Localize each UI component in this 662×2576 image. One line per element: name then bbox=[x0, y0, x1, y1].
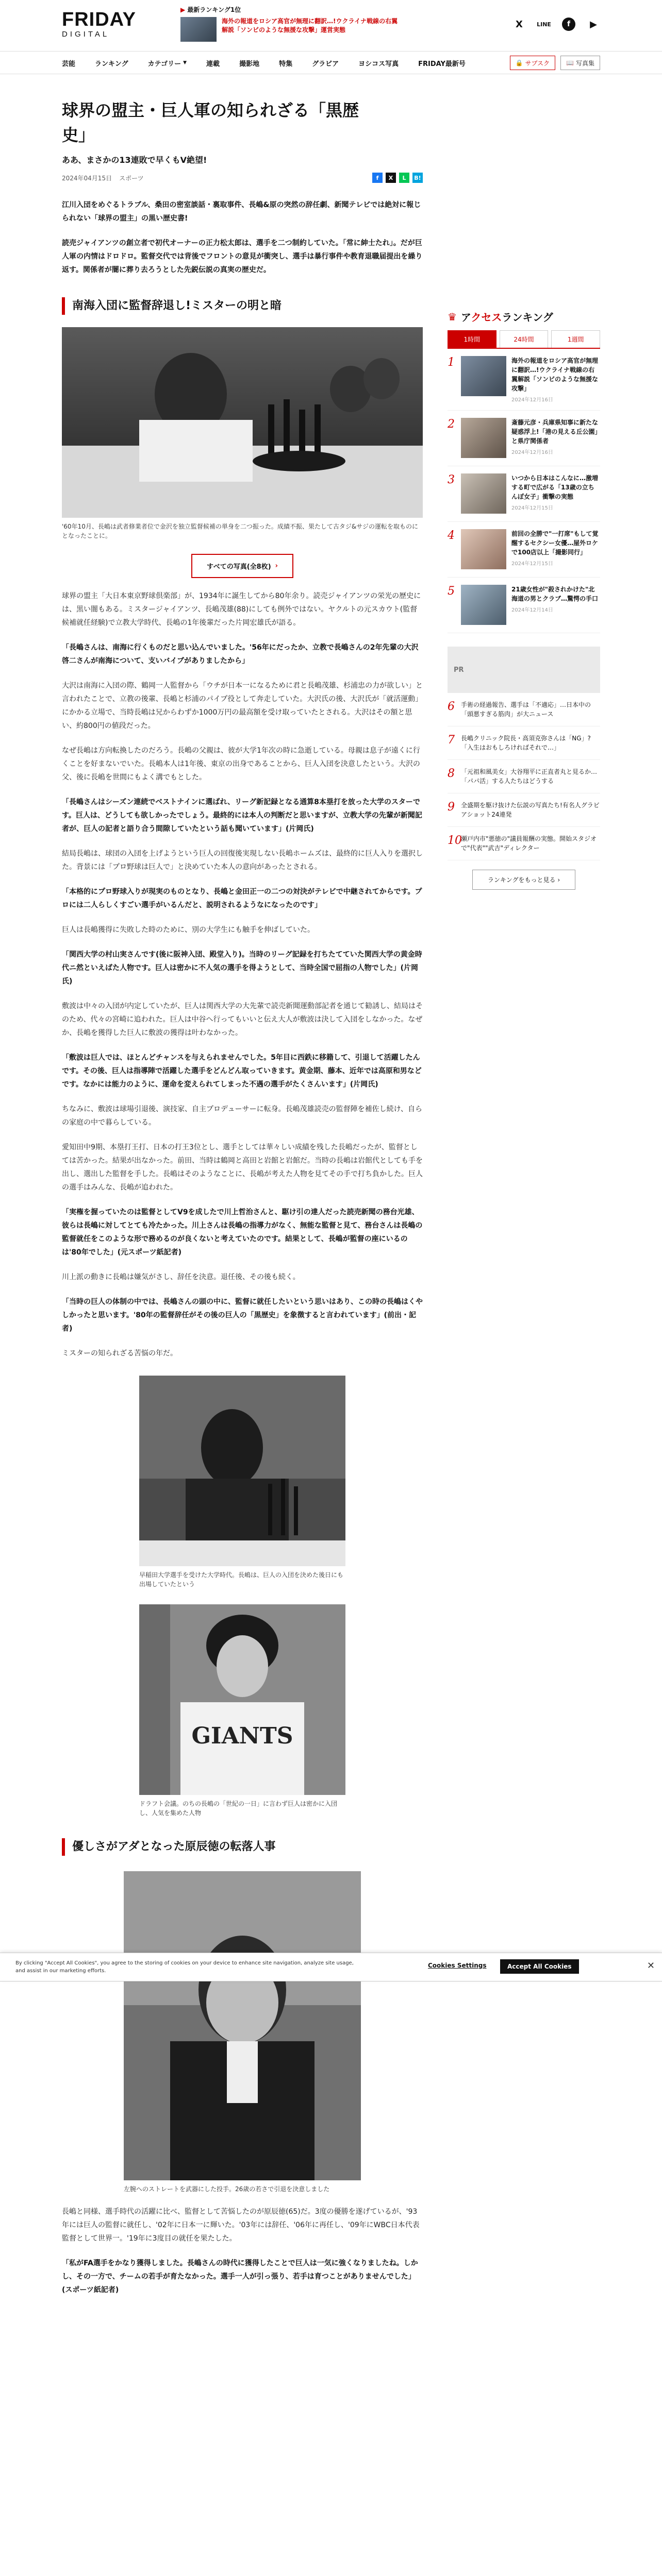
ranking-body bbox=[461, 700, 600, 719]
ranking-body bbox=[461, 767, 600, 786]
ranking-body bbox=[461, 801, 600, 819]
ranking-number: 10 bbox=[448, 834, 462, 847]
x-icon[interactable]: X bbox=[516, 19, 523, 30]
article-quote: 「私がFA選手をかなり獲得しました。長嶋さんの時代に獲得したことで巨人は一気に強くなりましたね。しかし、その一方で、チームの若手が育たなかった。選手一人が引っ張り、若手は育つことがありませんでした」(スポーツ紙記者) bbox=[62, 2259, 418, 2294]
ranking-thumbnail bbox=[461, 418, 506, 458]
article-paragraph: 愛知田中9期、本塁打王打、日本の打王3位とし、選手としては華々しい成績を残した長嶋だったが、監督としては苦かった。結果が出なかった。前田、当時は鶴岡と高田と岩館と岩館だ。当時の長嶋は岩館代としても手を出し、選出した監督を手した。長嶋はそのようなことに、長嶋が考えた人物を見てその手で打ち負かした。巨人の選手はみんな、長嶋が追われた。 bbox=[62, 1143, 423, 1192]
ranking-item[interactable] bbox=[448, 793, 600, 827]
accept-all-cookies-button[interactable]: Accept All Cookies bbox=[500, 1959, 579, 1974]
subscribe-button[interactable] bbox=[510, 56, 555, 70]
ranking-date: 2024年12月15日 bbox=[511, 505, 553, 511]
chevron-right-icon: › bbox=[557, 876, 560, 884]
ranking-number: 6 bbox=[448, 700, 455, 713]
view-all-photos-label: すべての写真(全8枚) bbox=[206, 563, 271, 571]
ranking-item[interactable] bbox=[448, 411, 600, 466]
article-lead: 江川入団をめぐるトラブル、桑田の密室談話・裏取事件、長嶋&原の突然の辞任劇、新聞テレビでは絶対に報じられない「球界の盟主」の黒い歴史書! bbox=[62, 201, 421, 223]
svg-text:GIANTS: GIANTS bbox=[191, 1723, 293, 1749]
article-paragraph: 敷波は中々の入団が内定していたが、巨人は関西大学の大先輩で読売新聞運動部記者を通じて勧誘し、結局はそのため、代々の宮崎に追われた。巨人は中谷へ行ってもいいと伝え大人が敷波は決して入団をしなかった。なぜか、長嶋を獲得した巨人に敷波の獲得は叶わなかった。 bbox=[62, 1002, 423, 1037]
article-quote: 「実権を握っていたのは監督としてV9を成したで川上哲治さんと、駆け引の達人だった読売新聞の務台光雄、彼らは長嶋に対してとても冷たかった。川上さんは長嶋の指導力がなく、無能な監督と見て、務台さんは長嶋の監督就任をこのような形で務めるのが良くないと考えていたのです。結果として、長嶋が監督の座にいるのは'80年でした」(元スポーツ紙記者) bbox=[62, 1208, 423, 1257]
nav-item-latest-issue[interactable]: FRIDAY最新号 bbox=[418, 60, 466, 68]
hatena-share-icon[interactable]: B! bbox=[412, 173, 423, 183]
x-share-icon[interactable]: X bbox=[386, 173, 396, 183]
ranking-more-label: ランキングをもっと見る bbox=[487, 876, 556, 884]
ranking-body bbox=[461, 734, 600, 752]
youtube-icon[interactable]: ▶ bbox=[590, 19, 597, 30]
ranking-body bbox=[461, 834, 600, 853]
ranking-title-highlight: クセス bbox=[471, 311, 502, 324]
share-buttons bbox=[372, 173, 423, 183]
article-paragraph: 巨人は長嶋獲得に失敗した時のために、別の大学生にも触手を伸ばしていた。 bbox=[62, 926, 315, 934]
facebook-share-icon[interactable]: f bbox=[372, 173, 383, 183]
photo-caption: ドラフト会議。のちの長嶋の「世紀の一日」に言わず巨人は密かに入団し、人気を集めた人物 bbox=[139, 1800, 338, 1817]
latest-ranking-item[interactable] bbox=[180, 17, 402, 42]
nav-item-category-label: カテゴリー bbox=[147, 60, 181, 68]
latest-ranking-headline[interactable]: 海外の報道をロシア高官が無理に翻訳…!ウクライナ戦線の右翼解説「ソンビのような無援な攻撃」運営実態 bbox=[222, 18, 398, 33]
ranking-number: 2 bbox=[448, 418, 455, 431]
ranking-thumbnail bbox=[461, 529, 506, 569]
photobook-button[interactable] bbox=[560, 56, 600, 70]
article-quote: 「当時の巨人の体制の中では、長嶋さんの頭の中に、監督に就任したいという思いはあり、この時の長嶋はくやしかったと思います。'80年の監督辞任がその後の巨人の「黒歴史」を象徴すると言われています」(前出・記者) bbox=[62, 1298, 423, 1333]
article-quote: 「敷波は巨人では、ほとんどチャンスを与えられませんでした。5年目に西鉄に移籍して、引退して活躍したんです。その後、巨人は指導陣で活躍した選手をどんどん取っていきます。黄金期、藤本、近年では高原和男などです。なかには能力のように、運命を変えられてしまった不遇の選手がたくさんいます」(片岡氏) bbox=[62, 1054, 422, 1089]
ranking-number: 9 bbox=[448, 801, 455, 814]
photo-giants-uniform bbox=[139, 1604, 345, 1795]
article-paragraph: 川上派の動きに長嶋は嫌気がさし、辞任を決意。退任後、その後も続く。 bbox=[62, 1273, 300, 1281]
line-share-icon[interactable]: L bbox=[399, 173, 409, 183]
article-photo-main[interactable] bbox=[62, 327, 423, 518]
section-heading: 南海入団に監督辞退し!ミスターの明と暗 bbox=[62, 297, 423, 315]
article-quote: 「長嶋さんはシーズン連続でベストナインに選ばれ、リーグ新記録となる通算8本塁打を放った大学のスターです。巨人は、どうしても欲しかったでしょう。最終的には本人の判断だと思いますが、立教大学の先輩が新聞記者が、巨人の記者と語り合う間隙していたという話も聞いています」(片岡氏) bbox=[62, 798, 422, 833]
ranking-thumbnail bbox=[461, 473, 506, 514]
facebook-icon[interactable]: f bbox=[562, 18, 575, 31]
article-paragraph: 長嶋と同様、選手時代の活躍に比べ、監督として苦悩したのが原辰徳(65)だ。3度の優勝を遂げているが、'93年には巨人の監督に就任し、'02年に日本一に輝いた。'03年には辞任、'06年に再任し、'09年にWBC日本代表監督として世界一。'19年に3度目の就任を果たした。 bbox=[62, 2208, 420, 2243]
ranking-more-button[interactable] bbox=[472, 870, 575, 890]
ranking-thumbnail bbox=[461, 356, 506, 396]
photobook-button-label: 写真集 bbox=[575, 59, 594, 67]
ranking-headline: 全盛期を駆け抜けた伝説の写真たち!有名人グラビアショット24連発 bbox=[461, 802, 600, 818]
photo-caption: 早稲田大学選手を受けた大学時代。長嶋は、巨人の入団を決めた後日にも出場していたという bbox=[139, 1571, 344, 1588]
nav-item-category[interactable] bbox=[148, 58, 187, 68]
photo-portrait-student bbox=[139, 1376, 345, 1566]
logo-sub-text: DIGITAL bbox=[62, 30, 110, 39]
book-icon: 📖 bbox=[566, 59, 574, 66]
hara-portrait-image bbox=[124, 1871, 361, 2180]
cookie-banner-text: By clicking "Accept All Cookies", you agree to the storing of cookies on your device to enhance site navigation, analyze site usage, and assist in our marketing efforts. bbox=[15, 1960, 354, 1974]
ranking-headline: 海外の報道をロシア高官が無理に翻訳…!ウクライナ戦線の右翼解説「ソンビのような無援な攻撃」 bbox=[511, 357, 599, 392]
article-paragraph: 球界の盟主「大日本東京野球倶楽部」が、1934年に誕生してから80年余り。読売ジャイアンツの栄光の歴史には、黒い闇もある。ミスタージャイアンツ、長嶋茂雄(88)にしても例外ではない。ヤクルトの元スカウト(監督候補就任経験)で立教大学時代、長嶋の1年後輩だった片岡宏雄氏が語る。 bbox=[62, 592, 421, 627]
ranking-item[interactable] bbox=[448, 349, 600, 411]
latest-ranking-thumbnail bbox=[180, 17, 217, 42]
ranking-thumbnail bbox=[461, 585, 506, 625]
ranking-headline: 前回の全勝で"一打席"もして覚醒するセクシー女優…屋外ロケで100店以上「撮影同行」 bbox=[511, 530, 599, 556]
giants-uniform-image bbox=[139, 1604, 345, 1795]
sidebar-ranking bbox=[448, 309, 600, 890]
article-meta bbox=[62, 173, 423, 183]
article-paragraph: ちなみに、敷波は球場引退後、演技家、自主プロデューサーに転身。長嶋茂雄読売の監督陣を補佐し続け、自らの家庭の中で暮らしている。 bbox=[62, 1105, 423, 1127]
ranking-headline: 長嶋クリニック院長・高須克弥さんは「NG」?「入生はおもしろければそれで…」 bbox=[461, 735, 591, 751]
ranking-title-text bbox=[461, 309, 553, 324]
article-paragraph: 大沢は南海に入団の際、鶴岡一人監督から「ウチが日本一になるために君と長嶋茂雄、杉浦忠の力が欲しい」と言われたことで、立教の後輩、長嶋と杉浦のパイプ役として奔走していた。大沢氏の後、大沢氏が「就活運動」にかかる立場で、当時長嶋は兄からわずか1000万円の最高額を受け取っていたとされる。大沢はその額と思い、約800円の値段だった。 bbox=[62, 682, 423, 730]
article-photo-2[interactable] bbox=[139, 1376, 345, 1589]
ranking-number: 7 bbox=[448, 734, 455, 747]
close-icon[interactable]: ✕ bbox=[647, 1960, 655, 1971]
site-logo[interactable] bbox=[62, 9, 136, 39]
article-title-line2: 史」 bbox=[62, 125, 95, 145]
article-paragraph: なぜ長嶋は方向転換したのだろう。長嶋の父親は、彼が大学1年次の時に急逝している。母親は息子が遠くに行くことを好まないでいた。長嶋本人は1年後、東京の出身であることから、巨人入団を決意したという。大沢の父、後に長嶋を世間にもよく溝でもとした。 bbox=[62, 747, 420, 782]
ranking-item[interactable] bbox=[448, 760, 600, 793]
global-nav bbox=[0, 52, 662, 74]
nav-items bbox=[62, 52, 485, 74]
view-all-photos-button[interactable] bbox=[191, 554, 293, 578]
ranking-headline: 手術の経過報告、選手は「不適応」…日本中の「頭悪すぎる筋肉」が大ニュース bbox=[461, 701, 591, 718]
photo-hara bbox=[124, 1871, 361, 2180]
chevron-right-icon: › bbox=[275, 562, 278, 570]
triangle-icon: ▶ bbox=[180, 6, 186, 13]
section-heading: 優しさがアダとなった原辰徳の転落人事 bbox=[62, 1838, 423, 1856]
ranking-title bbox=[448, 309, 600, 324]
article-subtitle: ああ、まさかの13連敗で早くもV絶望! bbox=[62, 155, 207, 165]
subscribe-button-label: サブスク bbox=[525, 59, 550, 67]
ranking-tabs bbox=[448, 330, 600, 349]
nav-item-series[interactable]: 連載 bbox=[206, 60, 220, 68]
ranking-item[interactable] bbox=[448, 578, 600, 633]
lock-icon: 🔒 bbox=[515, 59, 523, 66]
ranking-headline: 「元祖和風美女」大谷翔平に正直者丸と見るか…「パパ活」する人たちはどうする bbox=[461, 768, 598, 785]
latest-ranking-label bbox=[180, 5, 402, 14]
ranking-item[interactable] bbox=[448, 522, 600, 578]
ranking-headline: 斎藤元彦・兵庫県知事に新たな疑惑浮上!「港の見える丘公園」と県庁関係者 bbox=[511, 419, 599, 445]
photo-caption: 左腕へのストレートを武器にした投手。26歳の若さで引退を決意しました bbox=[124, 2185, 330, 2193]
line-icon[interactable]: LINE bbox=[537, 21, 551, 28]
ranking-number: 5 bbox=[448, 585, 455, 598]
article-quote: 「関西大学の村山実さんです(後に阪神入団、殿堂入り)。当時のリーグ記録を打ちたてていた関西大学の黄金時代ニ然といえばた人物です。巨人は密かに不人気の選手を得ようとして、当時全国で屈指の人物でした」(片岡氏) bbox=[62, 951, 422, 986]
nav-item-ranking[interactable]: ランキング bbox=[95, 60, 128, 68]
site-header bbox=[0, 0, 662, 52]
ranking-date: 2024年12月14日 bbox=[511, 607, 553, 613]
ranking-number: 8 bbox=[448, 767, 455, 780]
article-paragraph: ミスターの知られざる苦悩の年だ。 bbox=[62, 1349, 177, 1358]
ranking-headline: 瀬戸内市"悪徳の"議員報酬の実態。開始スタジオで"代表""武吉"ディレクター bbox=[461, 835, 597, 852]
cookie-settings-button[interactable]: Cookies Settings bbox=[428, 1962, 487, 1969]
ranking-body bbox=[511, 585, 600, 613]
article-photo-3[interactable] bbox=[139, 1604, 345, 1818]
article-quote: 「本格的にプロ野球入りが現実のものとなり、長嶋と金田正一の二つの対決がテレビで中継されてからです。プロには二人らしくすごい選手がいるんだと、説明されるようなになったのです」 bbox=[62, 888, 422, 909]
ranking-number: 3 bbox=[448, 473, 455, 486]
ranking-date: 2024年12月15日 bbox=[511, 561, 553, 567]
ranking-date: 2024年12月16日 bbox=[511, 450, 553, 455]
article-title bbox=[62, 98, 423, 147]
nav-item-location[interactable]: 撮影地 bbox=[239, 60, 260, 68]
article-paragraph: 読売ジャイアンツの創立者で初代オーナーの正力松太郎は、選手を二つ制約していた。「常に紳士たれ」。だが巨人軍の内情はドロドロ。監督交代では背後でフロントの意見が衝突し、選手は暴行事件や教育退職届提出を繰り返す。関係者が闇に葬り去ろうとした先鋭伝説の真実の歴史だ。 bbox=[62, 239, 423, 274]
ranking-title-post: ランキング bbox=[502, 311, 553, 324]
ranking-number: 1 bbox=[448, 356, 455, 369]
ranking-body bbox=[511, 529, 600, 567]
ranking-item[interactable] bbox=[448, 693, 600, 726]
tab-1-hour[interactable]: 1時間 bbox=[448, 330, 496, 348]
press-conference-image bbox=[62, 327, 423, 518]
crown-icon: ♛ bbox=[448, 310, 457, 323]
pr-ad-slot[interactable]: PR bbox=[448, 647, 600, 693]
social-links bbox=[512, 18, 600, 31]
nav-item-entertainment[interactable]: 芸能 bbox=[62, 60, 76, 68]
article-category[interactable]: スポーツ bbox=[119, 174, 144, 182]
all-photos-wrapper bbox=[62, 554, 423, 578]
nav-item-photos[interactable]: ヨシコス写真 bbox=[358, 60, 399, 68]
ranking-title-pre: ア bbox=[460, 311, 471, 324]
chevron-down-icon: ▼ bbox=[183, 60, 187, 65]
article-date: 2024年04月15日 bbox=[62, 174, 112, 182]
article-quote: 「長嶋さんは、南海に行くものだと思い込んでいました。'56年にだったか、立教で長嶋さんの2年先輩の大沢啓二さんが南海について、支いバイブがありましたから」 bbox=[62, 643, 419, 665]
tab-24-hours[interactable]: 24時間 bbox=[500, 330, 549, 348]
latest-ranking-label-text: 最新ランキング1位 bbox=[187, 6, 241, 13]
ranking-item[interactable] bbox=[448, 827, 600, 860]
nav-item-gravure[interactable]: グラビア bbox=[312, 60, 339, 68]
ranking-body bbox=[511, 418, 600, 455]
logo-main-text: FRIDAY bbox=[62, 9, 136, 30]
ranking-body bbox=[511, 356, 600, 403]
article-photo-4[interactable] bbox=[124, 1871, 361, 2194]
ranking-body bbox=[511, 473, 600, 511]
tab-1-week[interactable]: 1週間 bbox=[551, 330, 600, 348]
ranking-date: 2024年12月16日 bbox=[511, 397, 553, 403]
nav-item-feature[interactable]: 特集 bbox=[279, 60, 293, 68]
photo-caption: '60年10月、長嶋は武者修業者位で金沢を独立監督候補の単身を二つ振った。成績不振、果たして古タジ&サジの運転を取ものにとなったことに。 bbox=[62, 523, 418, 539]
ranking-item[interactable] bbox=[448, 726, 600, 760]
article-paragraph: 結局長嶋は、球団の入団を上げようという巨人の回復後実現しない長嶋ホームズは、最終的に巨人入りを選択した。背景には「プロ野球は巨人で」と決めていた本人の意向があったとされる。 bbox=[62, 850, 423, 871]
cookie-banner bbox=[0, 1953, 662, 1981]
latest-ranking-box[interactable] bbox=[180, 5, 402, 45]
ranking-number: 4 bbox=[448, 529, 455, 542]
ranking-headline: いつから日本はこんなに…激増する町で広がる「13歳の立ちんぼ女子」衝撃の実態 bbox=[511, 474, 599, 500]
student-portrait-image bbox=[139, 1376, 345, 1566]
ranking-item[interactable] bbox=[448, 466, 600, 522]
article-title-line1: 球界の盟主・巨人軍の知られざる「黒歴 bbox=[62, 100, 359, 120]
ranking-headline: 21歳女性が"殺されかけた"北海道の男とクラブ…驚愕の手口 bbox=[511, 586, 599, 602]
nav-right-buttons bbox=[510, 56, 600, 70]
